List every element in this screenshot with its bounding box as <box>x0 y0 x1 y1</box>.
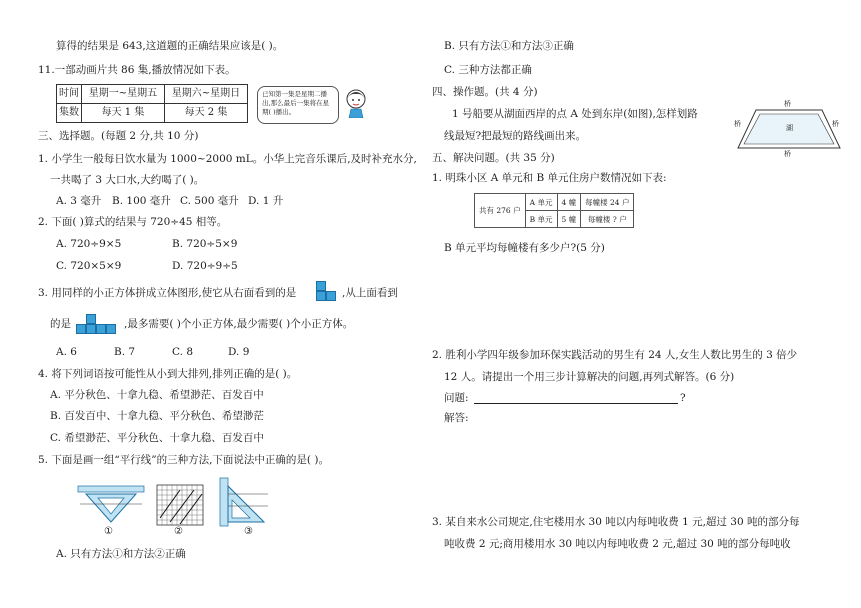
question-3-line1-end: ,从上面看到 <box>342 287 398 299</box>
question-2: 2. 下面( )算式的结果与 720÷45 相等。 <box>38 216 228 228</box>
problem-3-line2: 吨收费 2 元;商用楼用水 30 吨以内每吨收费 2 元,超过 30 吨的部分每吨收 <box>444 538 791 550</box>
total-households-cell: 共有 276 户 <box>475 194 526 228</box>
question-1-line2: 一共喝了 3 大口水,大约喝了( )。 <box>50 174 205 186</box>
question-3-line2-start: 的是 <box>50 318 71 330</box>
q4-option-c: C. 希望渺茫、平分秋色、十拿九稳、百发百中 <box>50 432 264 444</box>
question-1-line1: 1. 小学生一般每日饮水量为 1000~2000 mL。小华上完音乐课后,及时补充水分, <box>38 153 417 165</box>
q3-option-a: A. 6 <box>56 346 77 358</box>
table-cell: 星期一~星期五 <box>82 85 165 104</box>
triangle-ruler-figure-1 <box>76 484 146 526</box>
units-table <box>474 193 634 228</box>
q1-option-d: D. 1 升 <box>248 195 284 207</box>
continued-question-text: 算得的结果是 643,这道题的正确结果应该是( )。 <box>56 40 284 52</box>
question-11: 11.一部动画片共 86 集,播放情况如下表。 <box>38 64 236 76</box>
q5-option-a: A. 只有方法①和方法②正确 <box>56 548 186 560</box>
speech-bubble: 已知第一集是星期二播出,那么最后一集将在星期( )播出。 <box>257 86 339 124</box>
problem-1-question: B 单元平均每幢楼有多少户?(5 分) <box>444 242 605 254</box>
section-5-heading: 五、解决问题。(共 35 分) <box>432 152 555 164</box>
operation-1-line2: 线最短?把最短的路线画出来。 <box>444 130 587 142</box>
cube <box>316 291 326 301</box>
table-cell: 时间 <box>57 85 82 104</box>
q1-option-c: C. 500 毫升 <box>180 195 239 207</box>
section-4-heading: 四、操作题。(共 4 分) <box>432 86 538 98</box>
table-cell: 集数 <box>57 104 82 123</box>
figure-2-label: ② <box>174 526 183 537</box>
cube <box>316 281 326 291</box>
problem-3-line1: 3. 某自来水公司规定,住宅楼用水 30 吨以内每吨收费 1 元,超过 30 吨的部分每 <box>432 516 800 528</box>
lake-left-label: 桥 <box>734 120 741 128</box>
table-cell: A 单元 <box>525 194 557 211</box>
q4-option-b: B. 百发百中、十拿九稳、平分秋色、希望渺茫 <box>50 410 264 422</box>
q3-option-c: C. 8 <box>172 346 194 358</box>
cube <box>86 324 96 334</box>
question-3-line1: 3. 用同样的小正方体拼成立体图形,使它从右面看到的是 <box>38 287 297 299</box>
problem-1: 1. 明珠小区 A 单元和 B 单元住房户数情况如下表: <box>432 172 667 184</box>
q4-option-a: A. 平分秋色、十拿九稳、希望渺茫、百发百中 <box>50 389 264 401</box>
table-cell: 每幢楼 24 户 <box>581 194 634 211</box>
q3-option-b: B. 7 <box>114 346 136 358</box>
question-5: 5. 下面是画一组“平行线”的三种方法,下面说法中正确的是( )。 <box>38 454 329 466</box>
table-cell: 每天 1 集 <box>82 104 165 123</box>
problem-2-question-label: 问题: <box>444 392 469 404</box>
figure-3-label: ③ <box>244 526 253 537</box>
cube <box>76 324 86 334</box>
lake-diagram <box>732 100 846 162</box>
q2-option-c: C. 720×5×9 <box>56 260 122 272</box>
operation-1-line1: 1 号船要从湖面西岸的点 A 处到东岸(如图),怎样划路 <box>452 108 698 120</box>
question-answer-line[interactable] <box>474 403 678 404</box>
problem-2-question-mark: ? <box>680 392 686 404</box>
cube <box>86 314 96 324</box>
cube <box>96 324 106 334</box>
set-square-figure-3 <box>214 476 270 528</box>
question-4: 4. 将下列词语按可能性从小到大排列,排列正确的是( )。 <box>38 368 298 380</box>
table-cell: B 单元 <box>525 211 557 228</box>
q2-option-b: B. 720÷5×9 <box>172 238 238 250</box>
lake-top-label: 桥 <box>784 100 791 108</box>
q3-option-d: D. 9 <box>228 346 250 358</box>
girl-avatar-icon <box>345 88 367 118</box>
table-cell: 5 幢 <box>557 211 581 228</box>
lake-center-label: 湖 <box>786 124 793 132</box>
section-3-heading: 三、选择题。(每题 2 分,共 10 分) <box>38 130 199 142</box>
problem-2-line1: 2. 胜利小学四年级参加环保实践活动的男生有 24 人,女生人数比男生的 3 倍少 <box>432 349 798 361</box>
q5-option-c: C. 三种方法都正确 <box>444 64 532 76</box>
cube <box>106 324 116 334</box>
lake-bottom-label: 桥 <box>784 150 791 158</box>
right-view-figure <box>316 281 340 301</box>
table-cell: 每天 2 集 <box>165 104 248 123</box>
table-cell: 星期六~星期日 <box>165 85 248 104</box>
q5-option-b: B. 只有方法①和方法③正确 <box>444 40 574 52</box>
q2-option-a: A. 720÷9×5 <box>56 238 122 250</box>
q1-option-b: B. 100 毫升 <box>112 195 171 207</box>
cube <box>326 291 336 301</box>
top-view-figure <box>76 314 124 334</box>
broadcast-schedule-table <box>56 84 248 123</box>
lake-right-label: 桥 <box>832 120 839 128</box>
q2-option-d: D. 720÷9÷5 <box>172 260 238 272</box>
question-3-line2: ,最多需要( )个小正方体,最少需要( )个小正方体。 <box>124 318 354 330</box>
table-cell: 4 幢 <box>557 194 581 211</box>
problem-2-answer-label: 解答: <box>444 412 469 424</box>
q1-option-a: A. 3 毫升 <box>56 195 102 207</box>
table-cell: 每幢楼 ? 户 <box>581 211 634 228</box>
grid-paper-figure-2 <box>156 484 204 526</box>
figure-1-label: ① <box>104 526 113 537</box>
problem-2-line2: 12 人。请提出一个用三步计算解决的问题,再列式解答。(6 分) <box>444 371 735 383</box>
